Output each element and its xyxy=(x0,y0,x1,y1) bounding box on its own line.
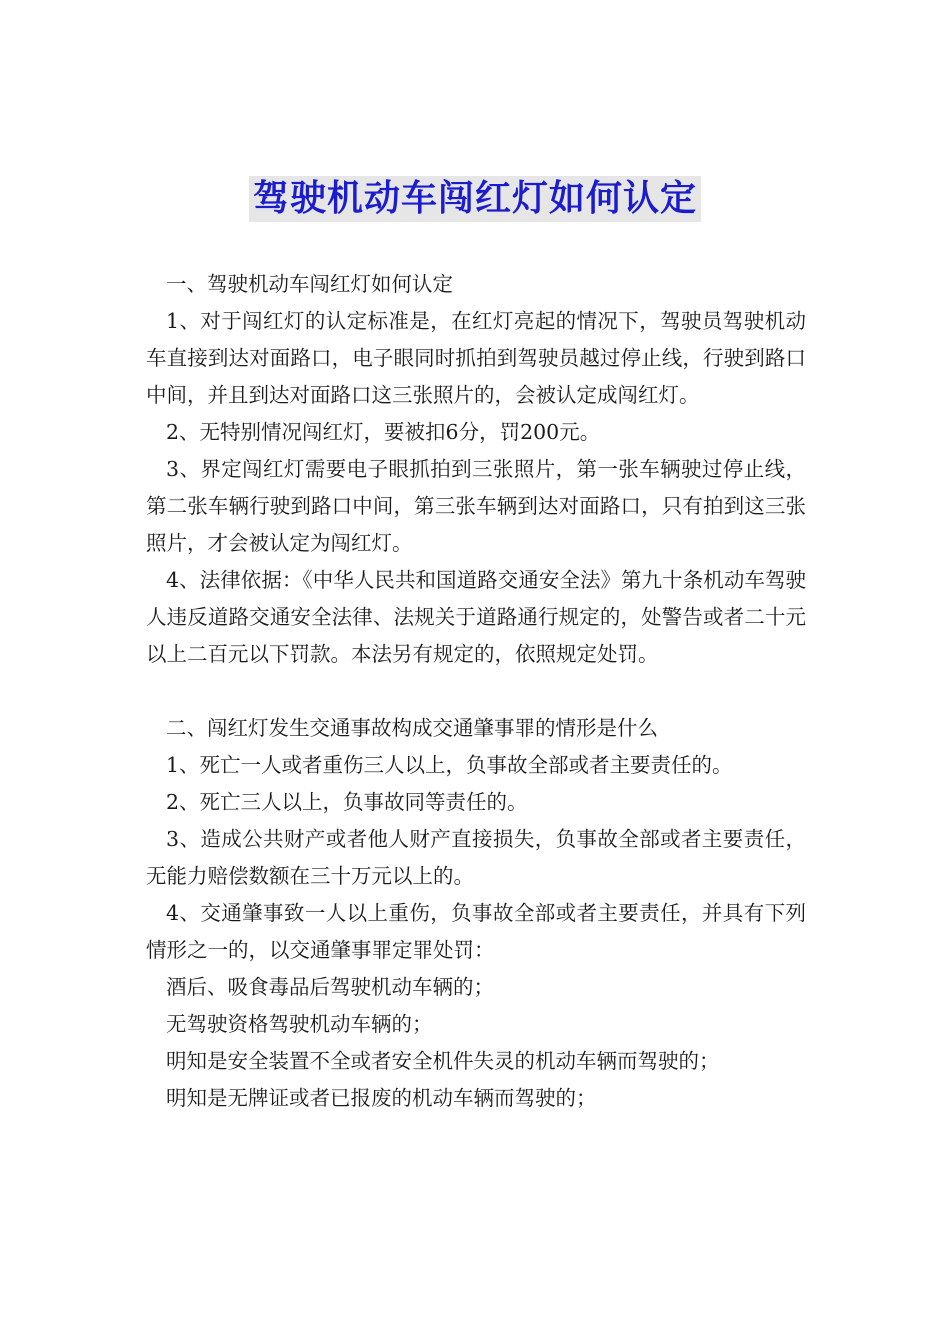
section-heading-1: 一、驾驶机动车闯红灯如何认定 xyxy=(166,272,453,296)
paragraph-2-4: 4、交通肇事致一人以上重伤，负事故全部或者主要责任，并具有下列情形之一的，以交通肇事罪定罪处罚： xyxy=(146,901,806,962)
list-item-no-license: 无驾驶资格驾驶机动车辆的； xyxy=(166,1012,433,1036)
document-title: 驾驶机动车闯红灯如何认定 xyxy=(249,176,701,222)
paragraph-1-2: 2、无特别情况闯红灯，要被扣6分，罚200元。 xyxy=(166,420,601,444)
paragraph-2-2: 2、死亡三人以上，负事故同等责任的。 xyxy=(166,790,528,814)
paragraph-2-3: 3、造成公共财产或者他人财产直接损失，负事故全部或者主要责任，无能力赔偿数额在三十万元以上的。 xyxy=(146,827,806,888)
list-item-drunk-driving: 酒后、吸食毒品后驾驶机动车辆的； xyxy=(166,975,494,999)
document-body xyxy=(146,266,806,1117)
title-container xyxy=(0,176,950,222)
paragraph-1-1: 1、对于闯红灯的认定标准是，在红灯亮起的情况下，驾驶员驾驶机动车直接到达对面路口，电子眼同时抓拍到驾驶员越过停止线，行驶到路口中间，并且到达对面路口这三张照片的，会被认定成闯红灯。 xyxy=(146,309,806,407)
list-item-faulty-vehicle: 明知是安全装置不全或者安全机件失灵的机动车辆而驾驶的； xyxy=(166,1049,720,1073)
paragraph-1-4: 4、法律依据：《中华人民共和国道路交通安全法》第九十条机动车驾驶人违反道路交通安全法律、法规关于道路通行规定的，处警告或者二十元以上二百元以下罚款。本法另有规定的，依照规定处罚。 xyxy=(146,568,806,666)
section-heading-2: 二、闯红灯发生交通事故构成交通肇事罪的情形是什么 xyxy=(166,716,658,740)
list-item-unregistered-vehicle: 明知是无牌证或者已报废的机动车辆而驾驶的； xyxy=(166,1086,597,1110)
paragraph-2-1: 1、死亡一人或者重伤三人以上，负事故全部或者主要责任的。 xyxy=(166,753,733,777)
paragraph-1-3: 3、界定闯红灯需要电子眼抓拍到三张照片，第一张车辆驶过停止线，第二张车辆行驶到路口中间，第三张车辆到达对面路口，只有拍到这三张照片，才会被认定为闯红灯。 xyxy=(146,457,806,555)
